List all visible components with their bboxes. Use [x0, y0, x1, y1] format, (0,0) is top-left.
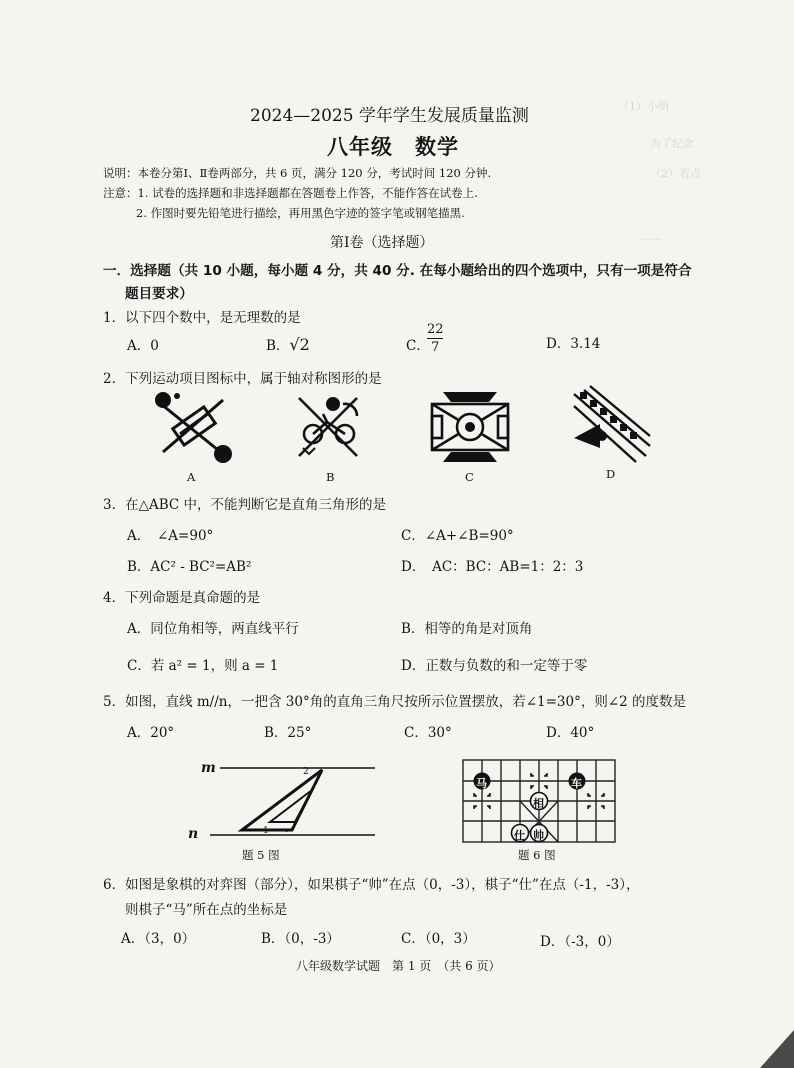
q5-angle-1-label: 1 [263, 826, 269, 836]
q5-figure [200, 758, 380, 840]
q3-stem: 3．在△ABC 中，不能判断它是直角三角形的是 [103, 497, 387, 513]
q6-option-c: C．（0，3） [401, 931, 476, 947]
bleed-through-text: （1）小明 [618, 100, 669, 113]
q2-stem: 2．下列运动项目图标中，属于轴对称图形的是 [103, 371, 382, 387]
exam-notice-1: 注意：1. 试卷的选择题和非选择题都在答题卷上作答，不能作答在试卷上. [103, 186, 478, 200]
page-footer: 八年级数学试题 第 1 页 （共 6 页） [296, 959, 501, 973]
q2-label-b: B [326, 470, 335, 484]
q5-option-b: B．25° [264, 725, 312, 741]
q4-option-a: A．同位角相等，两直线平行 [127, 621, 299, 637]
q4-stem: 4．下列命题是真命题的是 [103, 590, 261, 606]
set-square-outline [242, 770, 322, 832]
q4-option-d: D．正数与负数的和一定等于零 [401, 658, 588, 674]
q3-option-c: C．∠A+∠B=90° [401, 528, 514, 544]
q4-option-c: C．若 a² = 1，则 a = 1 [127, 658, 279, 674]
q6-option-b: B．（0，-3） [261, 931, 340, 947]
q6-caption: 题 6 图 [518, 848, 556, 862]
q4-option-b: B．相等的角是对顶角 [401, 621, 533, 637]
q2-label-c: C [465, 470, 474, 484]
q5-stem: 5．如图，直线 m//n，一把含 30°角的直角三角尺按所示位置摆放，若∠1=30°，则∠2 的度数是 [103, 694, 687, 710]
q1-option-b: B．√2 [266, 335, 310, 354]
exam-notice-2: 2. 作图时要先铅笔进行描绘，再用黑色字迹的签字笔或钢笔描黑. [136, 206, 465, 220]
q2-label-a: A [187, 470, 196, 484]
fraction-numerator: 22 [427, 322, 444, 337]
q2-label-d: D [606, 467, 616, 481]
q1-option-a: A．0 [127, 338, 159, 354]
badminton-icon [570, 386, 652, 466]
q3-option-b: B．AC² - BC²=AB² [127, 559, 252, 575]
q5-option-a: A．20° [127, 725, 175, 741]
page-edge-shadow [700, 1010, 794, 1068]
bleed-through-text: （2）若点 [650, 167, 701, 180]
fraction-denominator: 7 [431, 340, 440, 355]
q5-caption: 题 5 图 [242, 848, 280, 862]
cycling-icon [293, 392, 365, 464]
q5-option-d: D．40° [546, 725, 595, 741]
q1-option-c-fraction [427, 322, 444, 355]
q6-stem-line2: 则棋子“马”所在点的坐标是 [125, 902, 288, 918]
bleed-through-text: …… [640, 230, 662, 243]
q5-label-m: m [201, 760, 216, 776]
chess-piece-advisor: 仕 [514, 829, 525, 842]
q5-option-c: C．30° [404, 725, 452, 741]
section-heading-line2: 题目要求） [125, 286, 193, 302]
soccer-icon [429, 390, 511, 464]
q6-option-d: D．（-3，0） [540, 934, 620, 950]
chess-piece-general: 帅 [533, 829, 544, 842]
q1-stem: 1．以下四个数中，是无理数的是 [103, 310, 301, 326]
table-tennis-icon [153, 388, 235, 466]
q5-label-n: n [188, 826, 199, 842]
bleed-through-text: 为了纪念 [650, 137, 694, 150]
q1-option-c-label: C． [406, 338, 430, 354]
q5-angle-2-label: 2 [303, 767, 309, 777]
q1-option-d: D．3.14 [546, 336, 601, 352]
q3-option-d: D． AC：BC：AB=1：2：3 [401, 559, 584, 575]
section-title: 第Ⅰ卷（选择题） [330, 235, 434, 251]
chess-piece-minister: 相 [533, 797, 544, 810]
exam-title: 2024—2025 学年学生发展质量监测 [250, 106, 529, 126]
fraction-bar [427, 338, 443, 339]
q3-option-a: A． ∠A=90° [127, 528, 214, 544]
chess-piece-horse: 马 [476, 777, 487, 790]
exam-subtitle: 八年级 数学 [327, 134, 459, 159]
exam-explain: 说明：本卷分第Ⅰ、Ⅱ卷两部分，共 6 页，满分 120 分，考试时间 120 分钟. [103, 166, 492, 180]
q6-stem-line1: 6．如图是象棋的对弈图（部分），如果棋子“帅”在点（0，-3），棋子“仕”在点（-1，-3）， [103, 877, 640, 893]
chess-piece-chariot: 车 [571, 777, 582, 790]
q6-option-a: A．（3，0） [121, 931, 196, 947]
section-heading-line1: 一．选择题（共 10 小题，每小题 4 分，共 40 分. 在每小题给出的四个选项中，只有一项是符合 [103, 263, 692, 279]
